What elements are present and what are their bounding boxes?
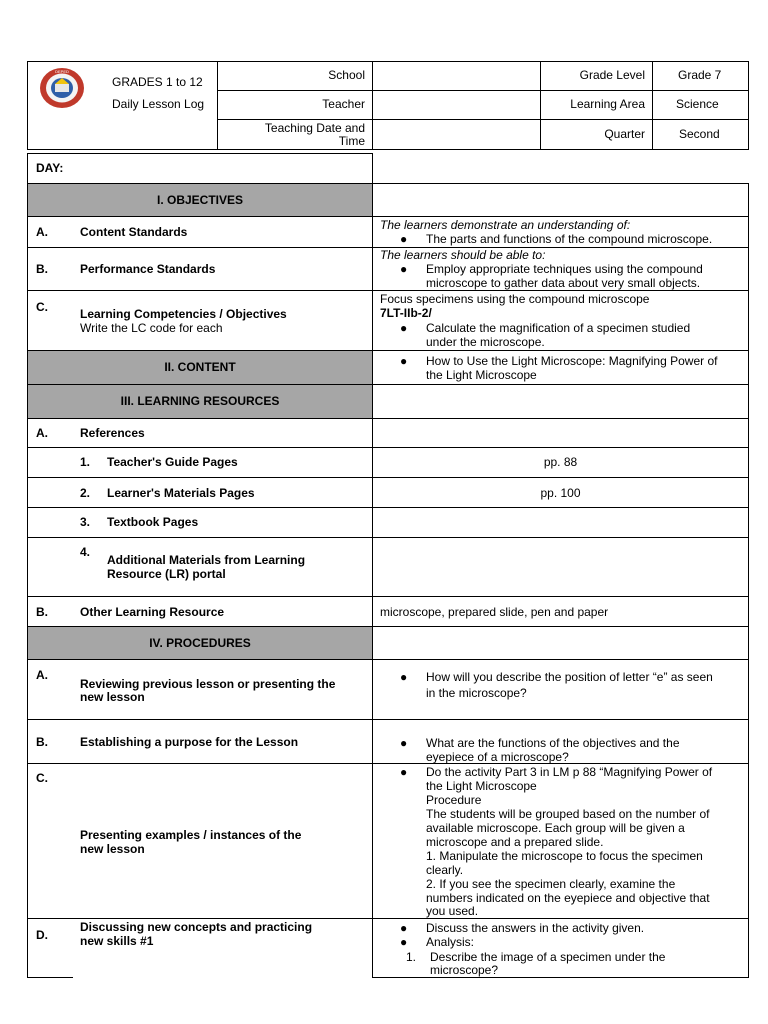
additional-materials-label-line2: Resource (LR) portal	[107, 567, 226, 581]
bullet-icon: ●	[400, 765, 408, 779]
area-value: Science	[676, 97, 719, 111]
review-bullet-line1: How will you describe the position of letter “e” as seen	[426, 670, 713, 684]
performance-standards-label: Performance Standards	[80, 262, 216, 276]
examples-procedure-line: 1. Manipulate the microscope to focus the specimen	[426, 849, 703, 863]
examples-procedure-line: numbers indicated on the eyepiece and objective that	[426, 891, 710, 905]
other-resource-letter: B.	[36, 605, 48, 619]
examples-procedure-line: clearly.	[426, 863, 464, 877]
header-subtitle: Daily Lesson Log	[112, 97, 205, 111]
other-resource-label: Other Learning Resource	[80, 605, 225, 619]
examples-procedure-line: available microscope. Each group will be given a	[426, 821, 685, 835]
purpose-bullet-line1: What are the functions of the objectives and the	[426, 736, 680, 750]
content-standards-letter: A.	[36, 225, 48, 239]
content-heading: II. CONTENT	[164, 360, 236, 374]
other-resource-value: microscope, prepared slide, pen and paper	[380, 605, 609, 619]
competencies-letter: C.	[36, 300, 48, 314]
tg-pages-num: 1.	[80, 455, 91, 469]
competencies-label: Learning Competencies / Objectives	[80, 307, 287, 321]
purpose-letter: B.	[36, 735, 48, 749]
content-standards-label: Content Standards	[80, 225, 188, 239]
svg-text:DEPED: DEPED	[55, 69, 69, 74]
additional-materials-num: 4.	[80, 545, 91, 559]
grade-value: Grade 7	[678, 68, 722, 82]
competencies-bullet-line2: under the microscope.	[426, 335, 545, 349]
deped-seal-icon	[38, 67, 86, 109]
content-bullet-line1: How to Use the Light Microscope: Magnifying Power of	[426, 354, 718, 368]
examples-label-line1: Presenting examples / instances of the	[80, 828, 302, 842]
performance-standards-bullet-line2: microscope to gather data about very small objects.	[426, 276, 701, 290]
objectives-heading: I. OBJECTIVES	[156, 193, 244, 207]
examples-label-line2: new lesson	[80, 842, 145, 856]
date-label-line1: Teaching Date and	[264, 121, 365, 135]
competencies-line: Focus specimens using the compound microscope	[380, 292, 650, 306]
performance-standards-letter: B.	[36, 262, 48, 276]
content-bullet-line2: the Light Microscope	[426, 368, 537, 382]
discussing-item-line1: Describe the image of a specimen under the	[430, 950, 666, 964]
performance-standards-bullet-line1: Employ appropriate techniques using the compound	[426, 262, 703, 276]
grade-label: Grade Level	[579, 68, 645, 82]
textbook-pages-label: Textbook Pages	[107, 515, 199, 529]
textbook-pages-num: 3.	[80, 515, 91, 529]
examples-letter: C.	[36, 771, 48, 785]
quarter-value: Second	[679, 127, 720, 141]
school-label: School	[328, 68, 365, 82]
examples-procedure-line: you used.	[426, 904, 479, 918]
lm-pages-label: Learner's Materials Pages	[107, 486, 255, 500]
examples-bullet-line2: the Light Microscope	[426, 779, 537, 793]
examples-procedure-line: 2. If you see the specimen clearly, examine the	[426, 877, 676, 891]
bullet-icon: ●	[400, 670, 408, 684]
procedures-heading: IV. PROCEDURES	[149, 636, 251, 650]
bullet-icon: ●	[400, 736, 408, 750]
bullet-icon: ●	[400, 354, 408, 368]
date-label-line2: Time	[338, 134, 365, 148]
discussing-label-line1: Discussing new concepts and practicing	[80, 920, 313, 934]
discussing-label-line2: new skills #1	[80, 934, 154, 948]
competencies-sub: Write the LC code for each	[80, 321, 223, 335]
additional-materials-label-line1: Additional Materials from Learning	[107, 553, 306, 567]
header-title: GRADES 1 to 12	[112, 75, 203, 89]
references-label: References	[80, 426, 145, 440]
bullet-icon: ●	[400, 262, 408, 276]
references-letter: A.	[36, 426, 48, 440]
lm-pages-num: 2.	[80, 486, 91, 500]
discussing-letter: D.	[36, 928, 48, 942]
quarter-label: Quarter	[604, 127, 645, 141]
discussing-item-line2: microscope?	[430, 963, 499, 977]
review-letter: A.	[36, 668, 48, 682]
bullet-icon: ●	[400, 935, 408, 949]
examples-procedure-line: The students will be grouped based on the number of	[426, 807, 710, 821]
discussing-bullet-1: Discuss the answers in the activity given.	[426, 921, 645, 935]
discussing-bullet-2: Analysis:	[426, 935, 475, 949]
resources-heading: III. LEARNING RESOURCES	[120, 394, 280, 408]
purpose-label: Establishing a purpose for the Lesson	[80, 735, 299, 749]
lm-pages-value: pp. 100	[540, 486, 581, 500]
content-standards-intro: The learners demonstrate an understanding of:	[380, 218, 631, 232]
area-label: Learning Area	[570, 97, 645, 111]
bullet-icon: ●	[400, 321, 408, 335]
tg-pages-value: pp. 88	[543, 455, 578, 469]
review-bullet-line2: in the microscope?	[426, 686, 527, 700]
competencies-code: 7LT-IIb-2/	[380, 306, 432, 320]
review-label-line2: new lesson	[80, 690, 145, 704]
tg-pages-label: Teacher's Guide Pages	[107, 455, 238, 469]
teacher-label: Teacher	[322, 97, 365, 111]
competencies-bullet-line1: Calculate the magnification of a specimen studied	[426, 321, 691, 335]
examples-procedure-line: Procedure	[426, 793, 482, 807]
purpose-bullet-line2: eyepiece of a microscope?	[426, 750, 569, 764]
examples-bullet-line1: Do the activity Part 3 in LM p 88 “Magnifying Power of	[426, 765, 713, 779]
bullet-icon: ●	[400, 232, 408, 246]
day-label: DAY:	[36, 161, 64, 175]
examples-procedure-line: microscope and a prepared slide.	[426, 835, 604, 849]
review-label-line1: Reviewing previous lesson or presenting the	[80, 677, 336, 691]
performance-standards-intro: The learners should be able to:	[380, 248, 546, 262]
bullet-icon: ●	[400, 921, 408, 935]
discussing-item-num: 1.	[406, 950, 417, 964]
content-standards-bullet: The parts and functions of the compound microscope.	[426, 232, 713, 246]
